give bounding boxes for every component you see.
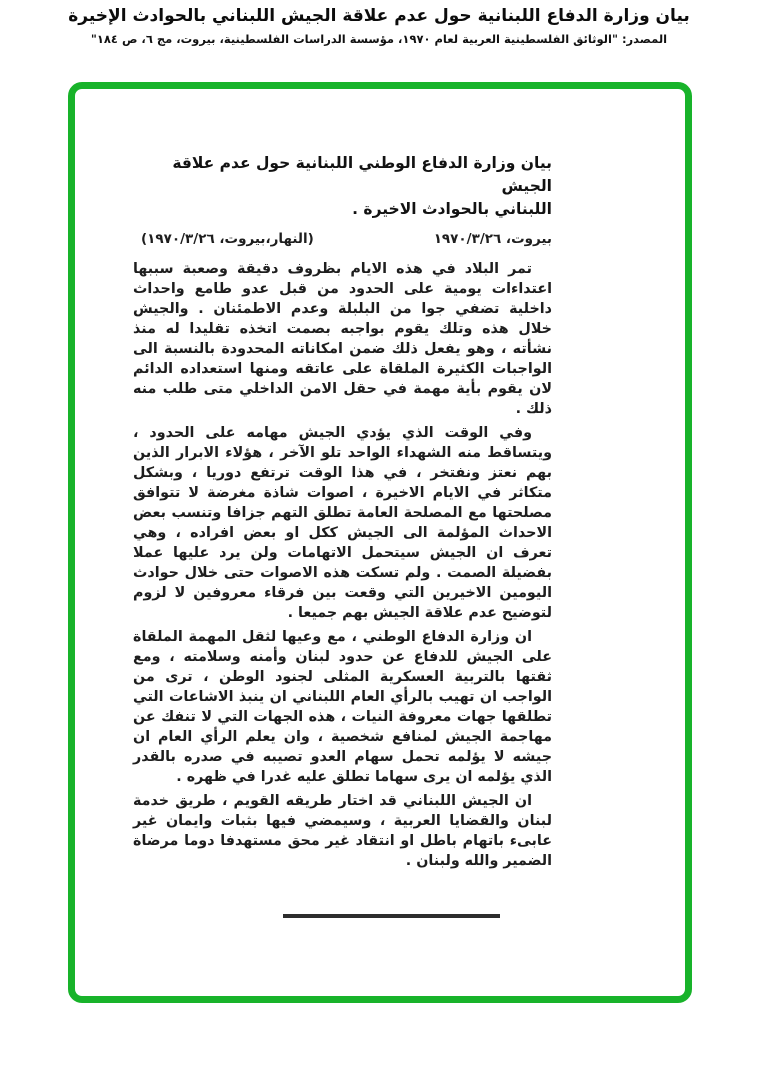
document-title-line-1: بيان وزارة الدفاع الوطني اللبنانية حول عدم علاقة الجيش [172, 154, 552, 195]
dateline-place-date: بيروت، ١٩٧٠/٣/٢٦ [433, 231, 552, 247]
end-separator-rule [283, 914, 500, 918]
dateline [133, 231, 552, 247]
page-header [0, 6, 758, 46]
document-body [133, 259, 552, 871]
dateline-newspaper-reference: (النهار،بيروت، ١٩٧٠/٣/٢٦) [141, 231, 314, 247]
paragraph-3: ان وزارة الدفاع الوطني ، مع وعيها لثقل المهمة الملقاة على الجيش للدفاع عن حدود لبنان وأمنه وسلامته ، ومع ثقتها بالتربية العسكرية المثلى لجنود الوطن ، ترى من الواجب ان تهيب بالرأي العام اللبناني ان ينبذ الاشاعات التي تطلقها جهات معروفة النيات ، هذه الجهات التي لا تنفك عن مهاجمة الجيش لمنافع شخصية ، وان يعلم الرأي العام ان جيشه لا يؤلمه تحمل سهام العدو تصيبه في صدره بالقدر الذي يؤلمه ان يرى سهاما تطلق عليه غدرا في ظهره . [133, 629, 552, 785]
document-content [133, 152, 552, 918]
paragraph-1: تمر البلاد في هذه الايام بظروف دقيقة وصعبة سببها اعتداءات يومية على الحدود من قبل عدو طامع واحداث داخلية تضفي جوا من البلبلة وعدم الاطمئنان . والجيش خلال هذه وتلك يقوم بواجبه بصمت اتخذه تقليدا له منذ نشأته ، وهو يفعل ذلك ضمن امكاناته المحدودة بالنسبة الى الواجبات الكثيرة الملقاة على عاتقه ومنها استعداده الدائم لان يقوم بأية مهمة في حقل الامن الداخلي متى طلب منه ذلك . [133, 261, 552, 417]
page-title: بيان وزارة الدفاع اللبنانية حول عدم علاقة الجيش اللبناني بالحوادث الإخيرة [68, 6, 690, 26]
paragraph-4: ان الجيش اللبناني قد اختار طريقه القويم ، طريق خدمة لبنان والقضايا العربية ، وسيمضي فيها بثبات وايمان غير عابىء باتهام باطل او انتقاد غير محق مستهدفا دوما مرضاة الضمير والله ولبنان . [133, 793, 552, 869]
document-title-line-2: اللبناني بالحوادث الاخيرة . [352, 200, 552, 218]
paragraph-2: وفي الوقت الذي يؤدي الجيش مهامه على الحدود ، ويتساقط منه الشهداء الواحد تلو الآخر ، هؤلاء الابرار الذين بهم نعتز ونفتخر ، في هذا الوقت ترتفع دوريا ، وبشكل متكاثر في الايام الاخيرة ، اصوات شاذة مغرضة لا تتوافق مصلحتها مع المصلحة العامة تطلق التهم جزافا وتنسب بعض الاحداث المؤلمة الى الجيش ككل او بعض افراده ، وهي تعرف ان الجيش سيتحمل الاتهامات ولن يرد عليها عملا بفضيلة الصمت . ولم تسكت هذه الاصوات حتى خلال حوادث اليومين الاخيرين التي وقعت بين فرقاء معروفين لا لزوم لتوضيح عدم علاقة الجيش بهم جميعا . [133, 425, 552, 621]
document-title [133, 152, 552, 221]
source-citation: المصدر: "الوثائق الفلسطينية العربية لعام ١٩٧٠، مؤسسة الدراسات الفلسطينية، بيروت، مج ٦، ص ١٨٤" [90, 32, 668, 46]
green-document-frame [68, 82, 692, 1003]
